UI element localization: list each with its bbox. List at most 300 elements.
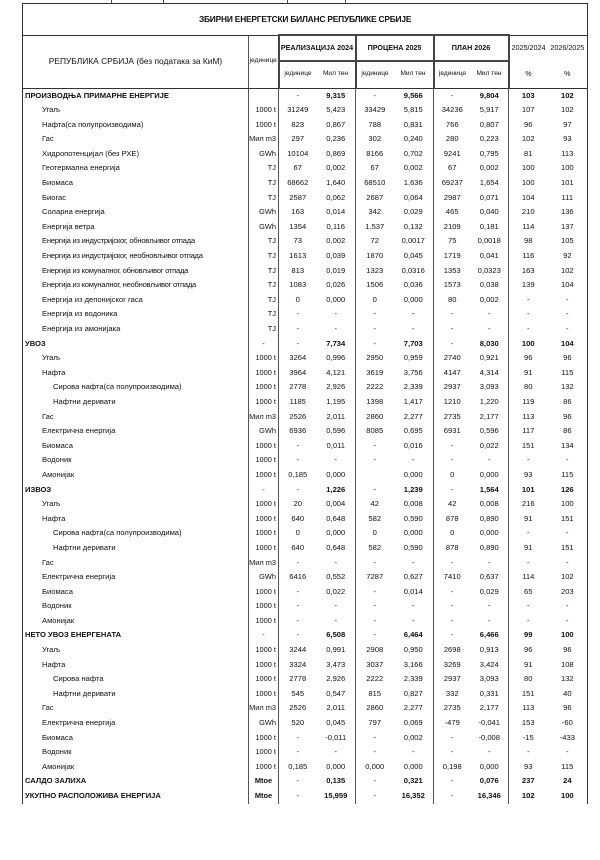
cell-plan-2026-mtoe: 2,177 bbox=[479, 411, 499, 421]
cell-realization-2024-units: 73 bbox=[279, 234, 317, 249]
cell-plan-2026-units: 2740 bbox=[434, 351, 471, 366]
row-label: ИЗВОЗ bbox=[23, 483, 249, 498]
cell-estimate-2025-units: 2222 bbox=[356, 672, 394, 687]
cell-plan-2026-units: 2937 bbox=[434, 672, 471, 687]
row-unit: 1000 t bbox=[249, 103, 279, 118]
cell-estimate-2025-mtoe: 0,045 bbox=[403, 251, 423, 261]
cell-ratio-2025-2024: 102 bbox=[509, 132, 548, 147]
cell-plan-2026-units: - bbox=[434, 307, 471, 322]
cell-realization-2024-units: 0,185 bbox=[279, 468, 317, 483]
cell-estimate-2025-units: - bbox=[356, 614, 394, 629]
cell-ratio-2026-2025: 132 bbox=[548, 380, 588, 395]
table-row bbox=[23, 395, 588, 410]
cell-realization-2024-mtoe: - bbox=[334, 601, 338, 611]
cell-estimate-2025-units: 67 bbox=[356, 161, 394, 176]
cell-realization-2024-mtoe: 4,121 bbox=[326, 367, 346, 377]
cell-estimate-2025-mtoe: 0,000 bbox=[403, 294, 423, 304]
cell-plan-2026-units: - bbox=[434, 628, 471, 643]
cell-plan-2026-units: 1719 bbox=[434, 249, 471, 264]
row-unit: - bbox=[249, 483, 279, 498]
cell-realization-2024-units: - bbox=[279, 585, 317, 600]
cell-realization-2024-mtoe: 1,226 bbox=[326, 484, 346, 494]
cell-plan-2026-units: - bbox=[434, 585, 471, 600]
header-republic-label: РЕПУБЛИКА СРБИЈА (без података за КиМ) bbox=[23, 35, 249, 88]
cell-plan-2026-units: - bbox=[434, 745, 471, 760]
table-row bbox=[23, 614, 588, 629]
row-unit: TJ bbox=[249, 264, 279, 279]
cell-estimate-2025-mtoe: 0,590 bbox=[403, 542, 423, 552]
cell-ratio-2026-2025: 203 bbox=[548, 585, 588, 600]
cell-ratio-2026-2025: 115 bbox=[548, 468, 588, 483]
cell-ratio-2025-2024: 116 bbox=[509, 249, 548, 264]
cell-estimate-2025-units: 7287 bbox=[356, 570, 394, 585]
cell-plan-2026-mtoe: 0,637 bbox=[479, 572, 499, 582]
cell-realization-2024-units: 6936 bbox=[279, 424, 317, 439]
cell-ratio-2025-2024: 99 bbox=[509, 628, 548, 643]
cell-ratio-2026-2025: - bbox=[548, 322, 588, 337]
cell-estimate-2025-mtoe: 0,000 bbox=[403, 761, 423, 771]
header-sub-units: јединице bbox=[356, 61, 394, 88]
cell-ratio-2025-2024: - bbox=[509, 556, 548, 571]
table-row bbox=[23, 410, 588, 425]
row-label: Биомаса bbox=[23, 439, 249, 454]
cell-plan-2026-mtoe: 16,346 bbox=[477, 791, 501, 800]
cell-realization-2024-units: 1083 bbox=[279, 278, 317, 293]
cell-ratio-2026-2025: 96 bbox=[548, 351, 588, 366]
cell-realization-2024-units: - bbox=[279, 628, 317, 643]
row-unit: TJ bbox=[249, 278, 279, 293]
cell-plan-2026-mtoe: 0,000 bbox=[479, 528, 499, 538]
cell-realization-2024-mtoe: 6,508 bbox=[326, 630, 346, 640]
header-units-label: јединице bbox=[249, 35, 279, 88]
row-unit: 1000 t bbox=[249, 497, 279, 512]
cell-estimate-2025-units: 0 bbox=[356, 526, 394, 541]
cell-estimate-2025-mtoe: 0,000 bbox=[403, 528, 423, 538]
cell-realization-2024-mtoe: - bbox=[334, 615, 338, 625]
table-row bbox=[23, 439, 588, 454]
cell-realization-2024-units: - bbox=[279, 307, 317, 322]
row-unit: 1000 t bbox=[249, 380, 279, 395]
table-row bbox=[23, 526, 588, 541]
cell-estimate-2025-mtoe: 0,029 bbox=[403, 207, 423, 217]
table-row bbox=[23, 701, 588, 716]
cell-realization-2024-mtoe: 1,195 bbox=[326, 396, 346, 406]
table-row bbox=[23, 103, 588, 118]
cell-realization-2024-units: 640 bbox=[279, 512, 317, 527]
cell-realization-2024-mtoe: 0,022 bbox=[326, 586, 346, 596]
cell-ratio-2025-2024: 100 bbox=[509, 337, 548, 352]
cell-plan-2026-mtoe: - bbox=[487, 615, 491, 625]
cell-ratio-2025-2024: 104 bbox=[509, 191, 548, 206]
row-label: Амонијак bbox=[23, 468, 249, 483]
cell-plan-2026-units: 1573 bbox=[434, 278, 471, 293]
row-unit: 1000 t bbox=[249, 395, 279, 410]
cell-plan-2026-units: 3269 bbox=[434, 658, 471, 673]
cell-plan-2026-units: - bbox=[434, 453, 471, 468]
cell-realization-2024-units: 3964 bbox=[279, 366, 317, 381]
cell-realization-2024-units: 823 bbox=[279, 118, 317, 133]
cell-realization-2024-units: - bbox=[279, 88, 317, 103]
cell-realization-2024-mtoe: 0,991 bbox=[326, 645, 346, 655]
table-row bbox=[23, 658, 588, 673]
cell-plan-2026-mtoe: 3,093 bbox=[479, 382, 499, 392]
cell-realization-2024-units: - bbox=[279, 774, 317, 789]
cell-ratio-2026-2025: 104 bbox=[548, 278, 588, 293]
table-row bbox=[23, 351, 588, 366]
cell-realization-2024-units: 1354 bbox=[279, 220, 317, 235]
cell-realization-2024-units: 10104 bbox=[279, 147, 317, 162]
cell-realization-2024-mtoe: 3,473 bbox=[326, 659, 346, 669]
cell-plan-2026-units: 878 bbox=[434, 512, 471, 527]
row-unit: - bbox=[249, 337, 279, 352]
cell-estimate-2025-mtoe: - bbox=[411, 601, 415, 611]
header-ratio-2026-2025: 2026/2025 bbox=[548, 35, 588, 61]
cell-plan-2026-units: 878 bbox=[434, 541, 471, 556]
table-row bbox=[23, 512, 588, 527]
header-sub-mtoe: Мил тен bbox=[394, 61, 434, 88]
cell-plan-2026-mtoe: 0,890 bbox=[479, 513, 499, 523]
cell-ratio-2026-2025: 86 bbox=[548, 395, 588, 410]
cell-ratio-2025-2024: - bbox=[509, 307, 548, 322]
cell-ratio-2026-2025: - bbox=[548, 556, 588, 571]
cell-realization-2024-mtoe: 0,869 bbox=[326, 148, 346, 158]
cell-plan-2026-units: 280 bbox=[434, 132, 471, 147]
cell-realization-2024-units: - bbox=[279, 731, 317, 746]
cell-plan-2026-units: - bbox=[434, 337, 471, 352]
table-row bbox=[23, 278, 588, 293]
cell-plan-2026-mtoe: 0,890 bbox=[479, 542, 499, 552]
table-row bbox=[23, 556, 588, 571]
cell-realization-2024-mtoe: 0,596 bbox=[326, 426, 346, 436]
cell-realization-2024-mtoe: 0,004 bbox=[326, 499, 346, 509]
cell-realization-2024-mtoe: 0,000 bbox=[326, 469, 346, 479]
cell-estimate-2025-units: 1506 bbox=[356, 278, 394, 293]
cell-estimate-2025-units: 3619 bbox=[356, 366, 394, 381]
cell-estimate-2025-mtoe: 3,166 bbox=[403, 659, 423, 669]
cell-ratio-2025-2024: 93 bbox=[509, 760, 548, 775]
cell-plan-2026-mtoe: - bbox=[487, 557, 491, 567]
cell-estimate-2025-mtoe: 0,132 bbox=[403, 221, 423, 231]
cell-estimate-2025-mtoe: 0,000 bbox=[403, 469, 423, 479]
row-unit: - bbox=[249, 628, 279, 643]
cell-estimate-2025-mtoe: 0,627 bbox=[403, 572, 423, 582]
cell-realization-2024-mtoe: -0,011 bbox=[325, 732, 347, 742]
cell-estimate-2025-units: 2860 bbox=[356, 410, 394, 425]
cell-realization-2024-units: 0 bbox=[279, 526, 317, 541]
cell-plan-2026-mtoe: 0,807 bbox=[479, 119, 499, 129]
cell-plan-2026-units: 69237 bbox=[434, 176, 471, 191]
row-unit: 1000 t bbox=[249, 643, 279, 658]
cell-estimate-2025-units: 1398 bbox=[356, 395, 394, 410]
header-group-realization-2024: РЕАЛИЗАЦИЈА 2024 bbox=[279, 35, 356, 61]
cell-plan-2026-mtoe: 5,917 bbox=[479, 105, 499, 115]
row-label: Енергија из депонијског гаса bbox=[23, 293, 249, 308]
cell-plan-2026-units: 2735 bbox=[434, 701, 471, 716]
cell-plan-2026-units: 75 bbox=[434, 234, 471, 249]
cell-ratio-2025-2024: 139 bbox=[509, 278, 548, 293]
cell-estimate-2025-units: 0 bbox=[356, 293, 394, 308]
table-row bbox=[23, 176, 588, 191]
cell-ratio-2026-2025: 40 bbox=[548, 687, 588, 702]
cell-realization-2024-units: 3244 bbox=[279, 643, 317, 658]
row-unit: 1000 t bbox=[249, 760, 279, 775]
table-row bbox=[23, 191, 588, 206]
cell-ratio-2025-2024: 80 bbox=[509, 672, 548, 687]
row-unit: 1000 t bbox=[249, 672, 279, 687]
cell-plan-2026-units: - bbox=[434, 483, 471, 498]
cell-ratio-2025-2024: 65 bbox=[509, 585, 548, 600]
cell-realization-2024-units: 20 bbox=[279, 497, 317, 512]
row-label: Електрична енергија bbox=[23, 424, 249, 439]
cell-estimate-2025-mtoe: - bbox=[411, 455, 415, 465]
cell-estimate-2025-mtoe: 0,321 bbox=[403, 776, 423, 786]
cell-realization-2024-mtoe: 2,926 bbox=[326, 674, 346, 684]
cell-realization-2024-units: 1613 bbox=[279, 249, 317, 264]
cell-ratio-2025-2024: - bbox=[509, 526, 548, 541]
cell-plan-2026-units: 67 bbox=[434, 161, 471, 176]
row-unit: 1000 t bbox=[249, 585, 279, 600]
cell-plan-2026-units: 2937 bbox=[434, 380, 471, 395]
cell-realization-2024-units: - bbox=[279, 322, 317, 337]
cell-ratio-2026-2025: 111 bbox=[548, 191, 588, 206]
cell-realization-2024-units: 3324 bbox=[279, 658, 317, 673]
cell-realization-2024-mtoe: 0,000 bbox=[326, 761, 346, 771]
cell-ratio-2026-2025: 132 bbox=[548, 672, 588, 687]
header-sub-mtoe: Мил тен bbox=[317, 61, 356, 88]
cell-realization-2024-mtoe: - bbox=[334, 324, 338, 333]
cell-estimate-2025-units: 33429 bbox=[356, 103, 394, 118]
cell-estimate-2025-mtoe: 16,352 bbox=[401, 791, 425, 800]
table-row bbox=[23, 541, 588, 556]
cell-plan-2026-mtoe: 0,041 bbox=[479, 251, 499, 261]
cell-realization-2024-mtoe: 0,019 bbox=[326, 265, 346, 275]
cell-realization-2024-units: 813 bbox=[279, 264, 317, 279]
cell-estimate-2025-mtoe: 0,064 bbox=[403, 192, 423, 202]
cell-plan-2026-units: -479 bbox=[434, 716, 471, 731]
cell-estimate-2025-units: 2908 bbox=[356, 643, 394, 658]
table-section-row bbox=[23, 774, 588, 789]
row-unit: TJ bbox=[249, 249, 279, 264]
cell-estimate-2025-mtoe: 2,339 bbox=[403, 674, 423, 684]
cell-realization-2024-units: 67 bbox=[279, 161, 317, 176]
row-unit: 1000 t bbox=[249, 745, 279, 760]
row-label: Нафта(са полупроизводима) bbox=[23, 118, 249, 133]
row-unit: TJ bbox=[249, 322, 279, 337]
row-label: Угаљ bbox=[23, 497, 249, 512]
cell-estimate-2025-mtoe: 7,703 bbox=[403, 338, 423, 348]
cell-realization-2024-mtoe: 0,648 bbox=[326, 513, 346, 523]
cell-plan-2026-units: 766 bbox=[434, 118, 471, 133]
cell-estimate-2025-units: - bbox=[356, 439, 394, 454]
cell-ratio-2026-2025: - bbox=[548, 526, 588, 541]
cell-ratio-2025-2024: 96 bbox=[509, 351, 548, 366]
cell-estimate-2025-mtoe: 3,756 bbox=[403, 367, 423, 377]
cell-ratio-2026-2025: 100 bbox=[548, 161, 588, 176]
cell-estimate-2025-units: 8166 bbox=[356, 147, 394, 162]
cell-estimate-2025-units: 2860 bbox=[356, 701, 394, 716]
cell-plan-2026-mtoe: 0,038 bbox=[479, 280, 499, 290]
cell-ratio-2026-2025: - bbox=[548, 293, 588, 308]
cell-ratio-2026-2025: 102 bbox=[548, 103, 588, 118]
cell-ratio-2026-2025: 86 bbox=[548, 424, 588, 439]
cell-ratio-2026-2025: 136 bbox=[548, 205, 588, 220]
row-label: Угаљ bbox=[23, 351, 249, 366]
row-label: Водоник bbox=[23, 745, 249, 760]
energy-balance-table bbox=[22, 3, 588, 804]
cell-realization-2024-units: 2587 bbox=[279, 191, 317, 206]
cell-plan-2026-mtoe: -0,041 bbox=[478, 718, 501, 728]
table-row bbox=[23, 307, 588, 322]
cell-realization-2024-units: - bbox=[279, 614, 317, 629]
cell-ratio-2026-2025: 100 bbox=[548, 628, 588, 643]
cell-estimate-2025-units: 68510 bbox=[356, 176, 394, 191]
cell-plan-2026-mtoe: 0,022 bbox=[479, 440, 499, 450]
cell-estimate-2025-mtoe: 0,069 bbox=[403, 718, 423, 728]
cell-plan-2026-mtoe: 0,913 bbox=[479, 645, 499, 655]
cell-estimate-2025-units: 3037 bbox=[356, 658, 394, 673]
row-label: Енергија из водоника bbox=[23, 307, 249, 322]
cell-realization-2024-mtoe: 15,959 bbox=[324, 791, 348, 800]
cell-ratio-2025-2024: 114 bbox=[509, 220, 548, 235]
cell-plan-2026-mtoe: 1,564 bbox=[479, 484, 499, 494]
cell-ratio-2026-2025: 92 bbox=[548, 249, 588, 264]
cell-plan-2026-mtoe: - bbox=[487, 455, 491, 465]
cell-ratio-2025-2024: 119 bbox=[509, 395, 548, 410]
row-label: Биомаса bbox=[23, 731, 249, 746]
cell-estimate-2025-units: 0,000 bbox=[356, 760, 394, 775]
cell-estimate-2025-units: - bbox=[356, 483, 394, 498]
cell-ratio-2025-2024: 100 bbox=[509, 161, 548, 176]
cell-plan-2026-units: - bbox=[434, 439, 471, 454]
row-unit: TJ bbox=[249, 191, 279, 206]
row-unit: Mtoe bbox=[249, 774, 279, 789]
cell-plan-2026-mtoe: 3,424 bbox=[479, 659, 499, 669]
row-unit: GWh bbox=[249, 424, 279, 439]
cell-estimate-2025-mtoe: 0,002 bbox=[403, 732, 423, 742]
cell-realization-2024-units: - bbox=[279, 337, 317, 352]
table-row bbox=[23, 453, 588, 468]
cell-plan-2026-mtoe: 0,331 bbox=[479, 688, 499, 698]
table-section-row bbox=[23, 88, 588, 103]
cell-ratio-2025-2024: 102 bbox=[509, 789, 548, 804]
cell-plan-2026-mtoe: 0,029 bbox=[479, 586, 499, 596]
row-label: Сирова нафта(са полупроизводима) bbox=[23, 526, 249, 541]
table-section-row bbox=[23, 789, 588, 804]
cell-ratio-2025-2024: 98 bbox=[509, 234, 548, 249]
cell-realization-2024-units: - bbox=[279, 453, 317, 468]
cell-realization-2024-mtoe: 2,011 bbox=[326, 411, 345, 421]
cell-estimate-2025-mtoe: 1,636 bbox=[403, 178, 423, 188]
cell-ratio-2026-2025: - bbox=[548, 614, 588, 629]
cell-realization-2024-units: 520 bbox=[279, 716, 317, 731]
row-label: Водоник bbox=[23, 599, 249, 614]
cell-estimate-2025-mtoe: - bbox=[411, 557, 415, 567]
table-row bbox=[23, 643, 588, 658]
row-label: ПРОИЗВОДЊА ПРИМАРНЕ ЕНЕРГИЈЕ bbox=[23, 88, 249, 103]
cell-estimate-2025-units: 797 bbox=[356, 716, 394, 731]
header-group-estimate-2025: ПРОЦЕНА 2025 bbox=[356, 35, 434, 61]
header-sub-units: јединице bbox=[434, 61, 471, 88]
cell-ratio-2026-2025: 97 bbox=[548, 118, 588, 133]
row-label: Амонијак bbox=[23, 614, 249, 629]
cell-estimate-2025-mtoe: - bbox=[411, 309, 415, 319]
cell-realization-2024-mtoe: 0,648 bbox=[326, 542, 346, 552]
cell-realization-2024-mtoe: 0,547 bbox=[326, 688, 346, 698]
row-label: Електрична енергија bbox=[23, 716, 249, 731]
cell-ratio-2026-2025: 102 bbox=[548, 88, 588, 103]
cell-plan-2026-units: - bbox=[434, 614, 471, 629]
row-unit: Мил m3 bbox=[249, 132, 279, 147]
cell-realization-2024-units: 163 bbox=[279, 205, 317, 220]
table-row bbox=[23, 264, 588, 279]
cell-realization-2024-units: 0 bbox=[279, 293, 317, 308]
cell-ratio-2025-2024: 91 bbox=[509, 658, 548, 673]
cell-estimate-2025-units: 42 bbox=[356, 497, 394, 512]
cell-ratio-2025-2024: - bbox=[509, 293, 548, 308]
cell-estimate-2025-mtoe: 0,240 bbox=[403, 134, 423, 144]
row-label: Гас bbox=[23, 410, 249, 425]
row-label: Биогас bbox=[23, 191, 249, 206]
cell-estimate-2025-units: - bbox=[356, 337, 394, 352]
row-label: Енергија из индустријског, обновљивог отпада bbox=[23, 234, 249, 249]
cell-ratio-2026-2025: - bbox=[548, 745, 588, 760]
cell-realization-2024-mtoe: 9,315 bbox=[326, 90, 346, 100]
cell-estimate-2025-units: - bbox=[356, 745, 394, 760]
cell-ratio-2025-2024: - bbox=[509, 614, 548, 629]
cell-plan-2026-mtoe: - bbox=[487, 747, 491, 757]
cell-ratio-2026-2025: -60 bbox=[548, 716, 588, 731]
cell-realization-2024-mtoe: 0,062 bbox=[326, 192, 346, 202]
cell-estimate-2025-units: 1.537 bbox=[356, 220, 394, 235]
row-unit: 1000 t bbox=[249, 541, 279, 556]
row-unit: GWh bbox=[249, 220, 279, 235]
row-unit: GWh bbox=[249, 570, 279, 585]
table-row bbox=[23, 380, 588, 395]
cell-realization-2024-mtoe: 0,135 bbox=[326, 776, 346, 786]
cell-ratio-2025-2024: - bbox=[509, 745, 548, 760]
cell-ratio-2026-2025: - bbox=[548, 453, 588, 468]
row-unit: 1000 t bbox=[249, 526, 279, 541]
cell-ratio-2025-2024: -15 bbox=[509, 731, 548, 746]
cell-realization-2024-units: 31249 bbox=[279, 103, 317, 118]
cell-ratio-2026-2025: 137 bbox=[548, 220, 588, 235]
row-label: Електрична енергија bbox=[23, 570, 249, 585]
cell-estimate-2025-units: - bbox=[356, 88, 394, 103]
row-unit: 1000 t bbox=[249, 687, 279, 702]
cell-plan-2026-mtoe: 9,804 bbox=[479, 90, 499, 100]
cell-estimate-2025-units: 72 bbox=[356, 234, 394, 249]
cell-ratio-2026-2025: 96 bbox=[548, 410, 588, 425]
row-unit: 1000 t bbox=[249, 468, 279, 483]
cell-ratio-2026-2025: 113 bbox=[548, 147, 588, 162]
cell-realization-2024-mtoe: 0,552 bbox=[326, 572, 346, 582]
cell-estimate-2025-mtoe: - bbox=[411, 747, 415, 757]
cell-realization-2024-mtoe: 0,026 bbox=[326, 280, 346, 290]
table-row bbox=[23, 132, 588, 147]
cell-ratio-2025-2024: 103 bbox=[509, 88, 548, 103]
cell-plan-2026-units: - bbox=[434, 599, 471, 614]
row-unit: 1000 t bbox=[249, 118, 279, 133]
row-unit: 1000 t bbox=[249, 658, 279, 673]
row-unit: Мил m3 bbox=[249, 410, 279, 425]
energy-balance-sheet bbox=[22, 3, 587, 804]
cell-plan-2026-mtoe: 0,223 bbox=[479, 134, 499, 144]
row-unit: 1000 t bbox=[249, 453, 279, 468]
cell-estimate-2025-mtoe: 0,008 bbox=[403, 499, 423, 509]
cell-ratio-2025-2024: 117 bbox=[509, 424, 548, 439]
cell-estimate-2025-mtoe: 0,014 bbox=[403, 586, 423, 596]
cell-ratio-2025-2024: 107 bbox=[509, 103, 548, 118]
